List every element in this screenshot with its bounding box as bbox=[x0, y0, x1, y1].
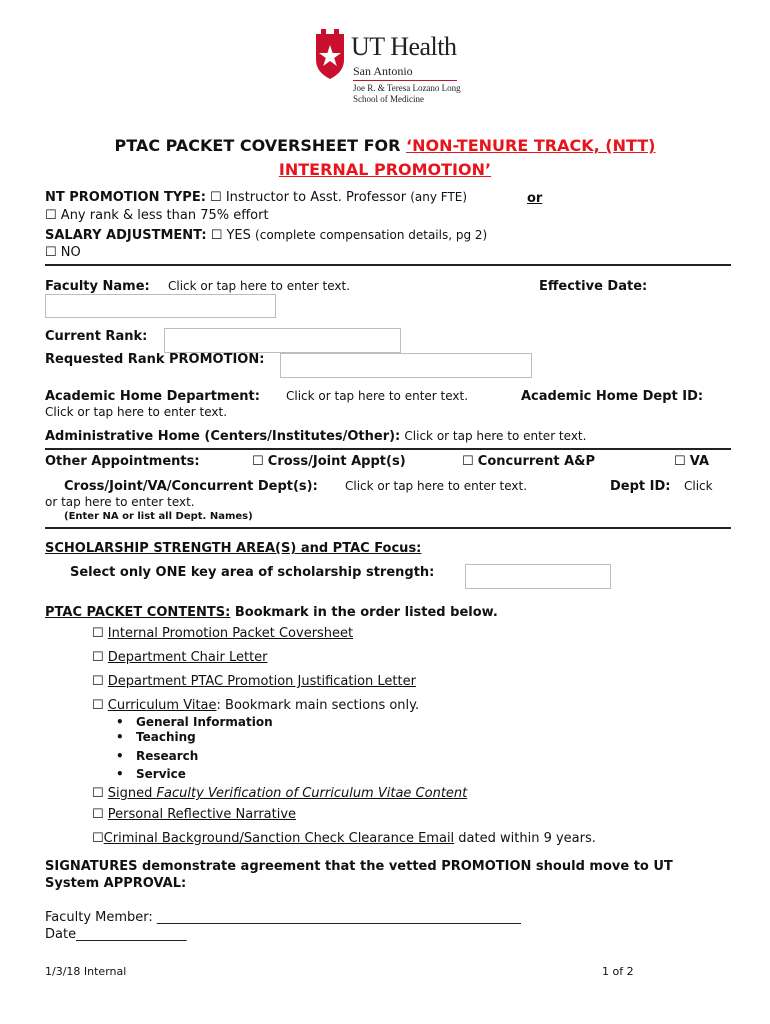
shield-star-icon bbox=[313, 28, 347, 80]
cv-section-service bbox=[116, 767, 186, 781]
signed-prefix: Signed bbox=[107, 786, 157, 801]
checkbox-chair-letter[interactable]: ☐ bbox=[92, 650, 104, 665]
content-narrative-label: Personal Reflective Narrative bbox=[107, 807, 297, 822]
cross-joint-dept-label: Cross/Joint/VA/Concurrent Dept(s): bbox=[64, 479, 318, 494]
salary-no: NO bbox=[60, 245, 81, 260]
checkbox-salary-no[interactable]: ☐ bbox=[45, 245, 57, 260]
checkbox-salary-yes[interactable]: ☐ bbox=[210, 228, 223, 243]
content-cv-label: Curriculum Vitae bbox=[107, 698, 217, 713]
checkbox-va[interactable]: ☐ bbox=[674, 454, 686, 469]
divider-cross-joint bbox=[45, 527, 731, 529]
faculty-name-input[interactable] bbox=[45, 294, 276, 318]
content-coversheet-label: Internal Promotion Packet Coversheet bbox=[107, 626, 354, 641]
content-criminal-rest: dated within 9 years. bbox=[454, 831, 596, 846]
promotion-type-row2 bbox=[45, 208, 269, 223]
faculty-name-label: Faculty Name: bbox=[45, 279, 150, 294]
footer-page-number: 1 of 2 bbox=[602, 965, 634, 978]
concurrent-label: Concurrent A&P bbox=[477, 454, 596, 469]
title-part2: ‘NON-TENURE TRACK, (NTT) bbox=[406, 136, 656, 155]
ut-health-logo bbox=[313, 26, 473, 110]
cv-section-label: Teaching bbox=[136, 730, 196, 744]
checkbox-cross-joint[interactable]: ☐ bbox=[252, 454, 264, 469]
checkbox-cv[interactable]: ☐ bbox=[92, 698, 104, 713]
content-signed-label bbox=[108, 786, 467, 801]
option-instructor: Instructor to Asst. Professor bbox=[225, 190, 407, 205]
option-any-rank: Any rank & less than 75% effort bbox=[60, 208, 269, 223]
content-cv-rest: : Bookmark main sections only. bbox=[216, 698, 420, 713]
cv-section-research bbox=[116, 749, 198, 763]
cv-section-label: Research bbox=[136, 749, 199, 763]
content-item-chair-letter bbox=[92, 650, 268, 665]
content-item-justification bbox=[92, 674, 416, 689]
cv-section-teaching bbox=[116, 730, 196, 744]
other-appointments-label: Other Appointments: bbox=[45, 454, 200, 469]
divider-top bbox=[45, 264, 731, 266]
current-rank-label: Current Rank: bbox=[45, 329, 148, 344]
content-chair-letter-label: Department Chair Letter bbox=[107, 650, 268, 665]
salary-yes-note: (complete compensation details, pg 2) bbox=[255, 228, 488, 242]
faculty-member-signature-line[interactable]: Faculty Member: ________________________________________________________ bbox=[45, 910, 521, 925]
contents-heading-rest: Bookmark in the order listed below. bbox=[230, 605, 498, 620]
title-line2: INTERNAL PROMOTION’ bbox=[278, 160, 492, 179]
dept-id-placeholder-cont[interactable]: or tap here to enter text. bbox=[45, 495, 195, 509]
page-title bbox=[0, 136, 770, 155]
cv-section-label: General Information bbox=[136, 715, 273, 729]
academic-home-id-label: Academic Home Dept ID: bbox=[521, 389, 704, 404]
faculty-name-placeholder[interactable]: Click or tap here to enter text. bbox=[168, 279, 351, 293]
promotion-type-label: NT PROMOTION TYPE: bbox=[45, 190, 206, 205]
checkbox-instructor[interactable]: ☐ bbox=[210, 190, 222, 205]
logo-school-line2: School of Medicine bbox=[353, 94, 424, 104]
logo-city: San Antonio bbox=[353, 64, 413, 78]
checkbox-coversheet[interactable]: ☐ bbox=[92, 626, 104, 641]
content-item-coversheet bbox=[92, 626, 353, 641]
salary-row2 bbox=[45, 245, 81, 260]
option-instructor-note: (any FTE) bbox=[410, 190, 468, 204]
signatures-line1: SIGNATURES demonstrate agreement that the vetted PROMOTION should move to UT bbox=[45, 859, 673, 874]
content-justification-label: Department PTAC Promotion Justification Letter bbox=[107, 674, 416, 689]
bullet-icon: • bbox=[116, 749, 124, 763]
logo-name: UT Health bbox=[351, 32, 457, 61]
scholarship-select[interactable] bbox=[465, 564, 611, 589]
effective-date-label: Effective Date: bbox=[539, 279, 648, 294]
opt-va bbox=[674, 454, 709, 469]
dept-id-label: Dept ID: bbox=[610, 479, 671, 494]
cv-section-general bbox=[116, 715, 273, 729]
salary-row bbox=[45, 228, 487, 243]
signed-italic: Faculty Verification of Curriculum Vitae Content bbox=[156, 786, 468, 801]
cross-joint-placeholder[interactable]: Click or tap here to enter text. bbox=[345, 479, 528, 493]
footer-left: 1/3/18 Internal bbox=[45, 965, 127, 978]
academic-home-label: Academic Home Department: bbox=[45, 389, 260, 404]
checkbox-criminal[interactable]: ☐ bbox=[92, 831, 104, 846]
admin-home-label: Administrative Home (Centers/Institutes/Other): bbox=[45, 429, 401, 444]
checkbox-justification[interactable]: ☐ bbox=[92, 674, 104, 689]
scholarship-select-label: Select only ONE key area of scholarship strength: bbox=[70, 565, 435, 580]
logo-school-line1: Joe R. & Teresa Lozano Long bbox=[353, 83, 461, 93]
promotion-type-row bbox=[45, 190, 467, 205]
academic-home-id-placeholder[interactable]: Click or tap here to enter text. bbox=[45, 405, 228, 419]
bullet-icon: • bbox=[116, 715, 124, 729]
content-item-cv bbox=[92, 698, 419, 713]
contents-heading: PTAC PACKET CONTENTS: bbox=[45, 605, 231, 620]
contents-heading-row bbox=[45, 605, 498, 620]
content-item-narrative bbox=[92, 807, 296, 822]
salary-label: SALARY ADJUSTMENT: bbox=[45, 228, 207, 243]
admin-home-placeholder[interactable]: Click or tap here to enter text. bbox=[404, 429, 587, 443]
opt-concurrent bbox=[462, 454, 595, 469]
bullet-icon: • bbox=[116, 767, 124, 781]
cv-section-label: Service bbox=[136, 767, 186, 781]
requested-rank-label: Requested Rank PROMOTION: bbox=[45, 352, 265, 367]
content-criminal-label: Criminal Background/Sanction Check Clearance Email bbox=[103, 831, 455, 846]
checkbox-any-rank[interactable]: ☐ bbox=[45, 208, 57, 223]
cross-joint-label: Cross/Joint Appt(s) bbox=[267, 454, 406, 469]
content-item-signed bbox=[92, 786, 467, 801]
bullet-icon: • bbox=[116, 730, 124, 744]
requested-rank-input[interactable] bbox=[280, 353, 532, 378]
admin-home-row bbox=[45, 429, 586, 444]
current-rank-input[interactable] bbox=[164, 328, 401, 353]
or-label: or bbox=[527, 191, 543, 206]
cross-joint-note: (Enter NA or list all Dept. Names) bbox=[64, 511, 253, 522]
logo-divider bbox=[353, 80, 457, 81]
scholarship-heading: SCHOLARSHIP STRENGTH AREA(S) and PTAC Focus: bbox=[45, 541, 422, 556]
content-item-criminal bbox=[92, 831, 596, 846]
dept-id-placeholder[interactable]: Click bbox=[684, 479, 713, 493]
va-label: VA bbox=[689, 454, 710, 469]
opt-cross-joint bbox=[252, 454, 406, 469]
title-part1: PTAC PACKET COVERSHEET FOR bbox=[114, 136, 407, 155]
divider-admin bbox=[45, 448, 731, 450]
salary-yes: YES bbox=[226, 228, 251, 243]
academic-home-placeholder[interactable]: Click or tap here to enter text. bbox=[286, 389, 469, 403]
signature-date-line[interactable]: Date_________________ bbox=[45, 927, 187, 942]
signatures-line2: System APPROVAL: bbox=[45, 876, 187, 891]
checkbox-signed[interactable]: ☐ bbox=[92, 786, 104, 801]
checkbox-concurrent[interactable]: ☐ bbox=[462, 454, 474, 469]
checkbox-narrative[interactable]: ☐ bbox=[92, 807, 104, 822]
